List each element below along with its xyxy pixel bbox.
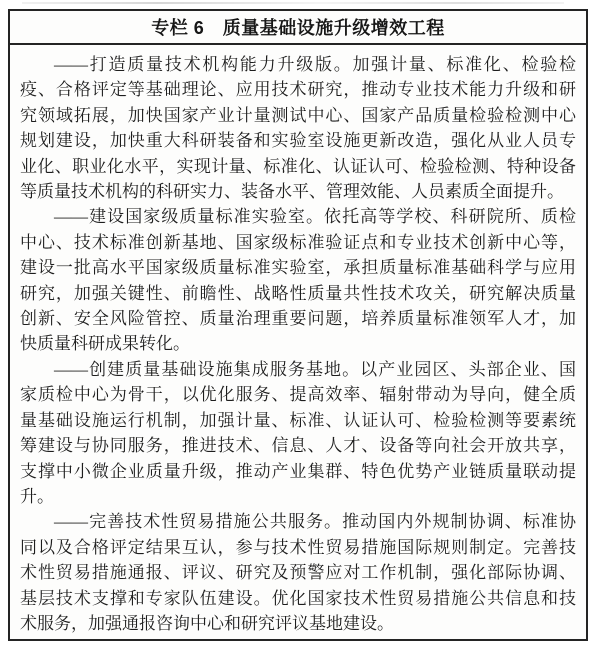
column-header — [10, 11, 586, 45]
paragraph-4-line-4: 基层技术支撑和专家队伍建设。优化国家技术性贸易措施公共信息和技 — [20, 588, 576, 608]
paragraph-2 — [20, 204, 576, 356]
paragraph-3-line-3: 量基础设施运行机制，加强计量、标准、认证认可、检验检测等要素统 — [20, 410, 576, 430]
paragraph-1 — [20, 52, 576, 204]
column-title: 专栏 6 质量基础设施升级增效工程 — [151, 18, 445, 38]
paragraph-2-line-6: 快质量科研成果转化。 — [20, 334, 190, 354]
paragraph-3-line-4: 筹建设与协同服务，推进技术、信息、人才、设备等向社会开放共享， — [20, 436, 576, 456]
paragraph-4-line-1: ——完善技术性贸易措施公共服务。推动国内外规制协调、标准协 — [54, 512, 576, 532]
paragraph-4-line-3: 术性贸易措施通报、评议、研究及预警应对工作机制，强化部际协调、 — [20, 563, 576, 583]
paragraph-4-line-5: 术服务，加强通报咨询中心和研究评议基地建设。 — [20, 613, 394, 633]
paragraph-1-line-6: 等质量技术机构的科研实力、装备水平、管理效能、人员素质全面提升。 — [20, 182, 564, 202]
column-panel — [8, 9, 588, 641]
paragraph-1-line-3: 究领域拓展，加快国家产业计量测试中心、国家产品质量检验检测中心 — [20, 105, 576, 125]
scan-artifact — [22, 2, 564, 4]
paragraph-3 — [20, 357, 576, 509]
paragraph-4-line-2: 同以及合格评定结果互认，参与技术性贸易措施国际规则制定。完善技 — [20, 537, 576, 557]
paragraph-3-line-5: 支撑中小微企业质量升级，推动产业集群、特色优势产业链质量联动提 — [20, 461, 576, 481]
paragraph-3-line-2: 家质检中心为骨干，以优化服务、提高效率、辐射带动为导向，健全质 — [20, 385, 576, 405]
paragraph-3-line-1: ——创建质量基础设施集成服务基地。以产业园区、头部企业、国 — [54, 359, 576, 379]
paragraph-3-line-6: 升。 — [20, 486, 54, 506]
paragraph-2-line-2: 中心、技术标准创新基地、国家级标准验证点和专业技术创新中心等， — [20, 232, 576, 252]
paragraph-4 — [20, 509, 576, 636]
paragraph-1-line-2: 疫、合格评定等基础理论、应用技术研究，推动专业技术能力升级和研 — [20, 80, 576, 100]
paragraph-2-line-4: 研究，加强关键性、前瞻性、战略性质量共性技术攻关，研究解决质量 — [20, 283, 576, 303]
paragraph-2-line-3: 建设一批高水平国家级质量标准实验室，承担质量标准基础科学与应用 — [20, 258, 576, 278]
paragraph-1-line-4: 规划建设，加快重大科研装备和实验室设施更新改造，强化从业人员专 — [20, 131, 576, 151]
column-body — [10, 45, 586, 636]
paragraph-2-line-1: ——建设国家级质量标准实验室。依托高等学校、科研院所、质检 — [54, 207, 576, 227]
paragraph-1-line-5: 业化、职业化水平，实现计量、标准化、认证认可、检验检测、特种设备 — [20, 156, 576, 176]
paragraph-2-line-5: 创新、安全风险管控、质量治理重要问题，培养质量标准领军人才，加 — [20, 309, 576, 329]
paragraph-1-line-1: ——打造质量技术机构能力升级版。加强计量、标准化、检验检 — [54, 55, 576, 74]
